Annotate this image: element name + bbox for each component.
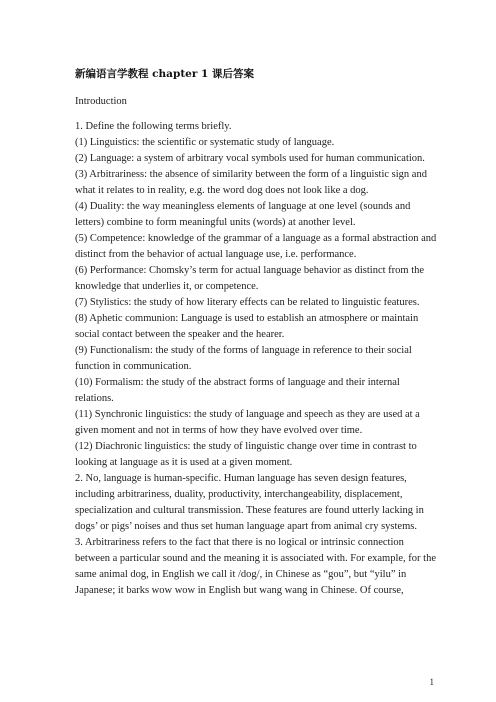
text-line: (11) Synchronic linguistics: the study of language and speech as they are used at a xyxy=(75,409,420,420)
text-line: letters) combine to form meaningful units (words) at another level. xyxy=(75,217,356,228)
text-line: (7) Stylistics: the study of how literary effects can be related to linguistic features. xyxy=(75,297,420,308)
text-line: 1. Define the following terms briefly. xyxy=(75,121,232,132)
text-line: social contact between the speaker and the hearer. xyxy=(75,329,285,340)
text-line: what it relates to in reality, e.g. the word dog does not look like a dog. xyxy=(75,185,369,196)
text-line: (4) Duality: the way meaningless elements of language at one level (sounds and xyxy=(75,201,411,212)
text-line: specialization and cultural transmission. These features are found utterly lacking in xyxy=(75,505,424,516)
text-line: (12) Diachronic linguistics: the study of linguistic change over time in contrast to xyxy=(75,441,417,452)
text-line: given moment and not in terms of how they have evolved over time. xyxy=(75,425,363,436)
text-line: (3) Arbitrariness: the absence of similarity between the form of a linguistic sign and xyxy=(75,169,427,180)
text-line: (9) Functionalism: the study of the forms of language in reference to their social xyxy=(75,345,412,356)
text-line: including arbitrariness, duality, productivity, interchangeability, displacement, xyxy=(75,489,403,500)
section-heading: Introduction xyxy=(75,96,127,107)
text-line: (2) Language: a system of arbitrary vocal symbols used for human communication. xyxy=(75,153,425,164)
text-line: function in communication. xyxy=(75,361,192,372)
text-line: looking at language as it is used at a given moment. xyxy=(75,457,293,468)
text-line: 2. No, language is human-specific. Human language has seven design features, xyxy=(75,473,407,484)
text-line: (6) Performance: Chomsky’s term for actual language behavior as distinct from the xyxy=(75,265,425,276)
page-number: 1 xyxy=(429,677,434,687)
text-line: (5) Competence: knowledge of the grammar of a language as a formal abstraction and xyxy=(75,233,437,244)
text-line: knowledge that underlies it, or competence. xyxy=(75,281,259,292)
text-line: relations. xyxy=(75,393,114,404)
text-line: same animal dog, in English we call it /dog/, in Chinese as “gou”, but “yilu” in xyxy=(75,569,407,580)
text-line: distinct from the behavior of actual language use, i.e. performance. xyxy=(75,249,357,260)
body-text xyxy=(75,119,438,599)
text-line: (8) Aphetic communion: Language is used to establish an atmosphere or maintain xyxy=(75,313,419,324)
text-line: dogs’ or pigs’ noises and thus set human language apart from animal cry systems. xyxy=(75,521,417,532)
text-line: (1) Linguistics: the scientific or systematic study of language. xyxy=(75,137,335,148)
text-line: between a particular sound and the meaning it is associated with. For example, for the xyxy=(75,553,436,564)
text-line: Japanese; it barks wow wow in English but wang wang in Chinese. Of course, xyxy=(75,585,404,596)
document-title: 新编语言学教程 chapter 1 课后答案 xyxy=(75,68,255,80)
text-line: (10) Formalism: the study of the abstract forms of language and their internal xyxy=(75,377,400,388)
text-line: 3. Arbitrariness refers to the fact that there is no logical or intrinsic connection xyxy=(75,537,404,548)
